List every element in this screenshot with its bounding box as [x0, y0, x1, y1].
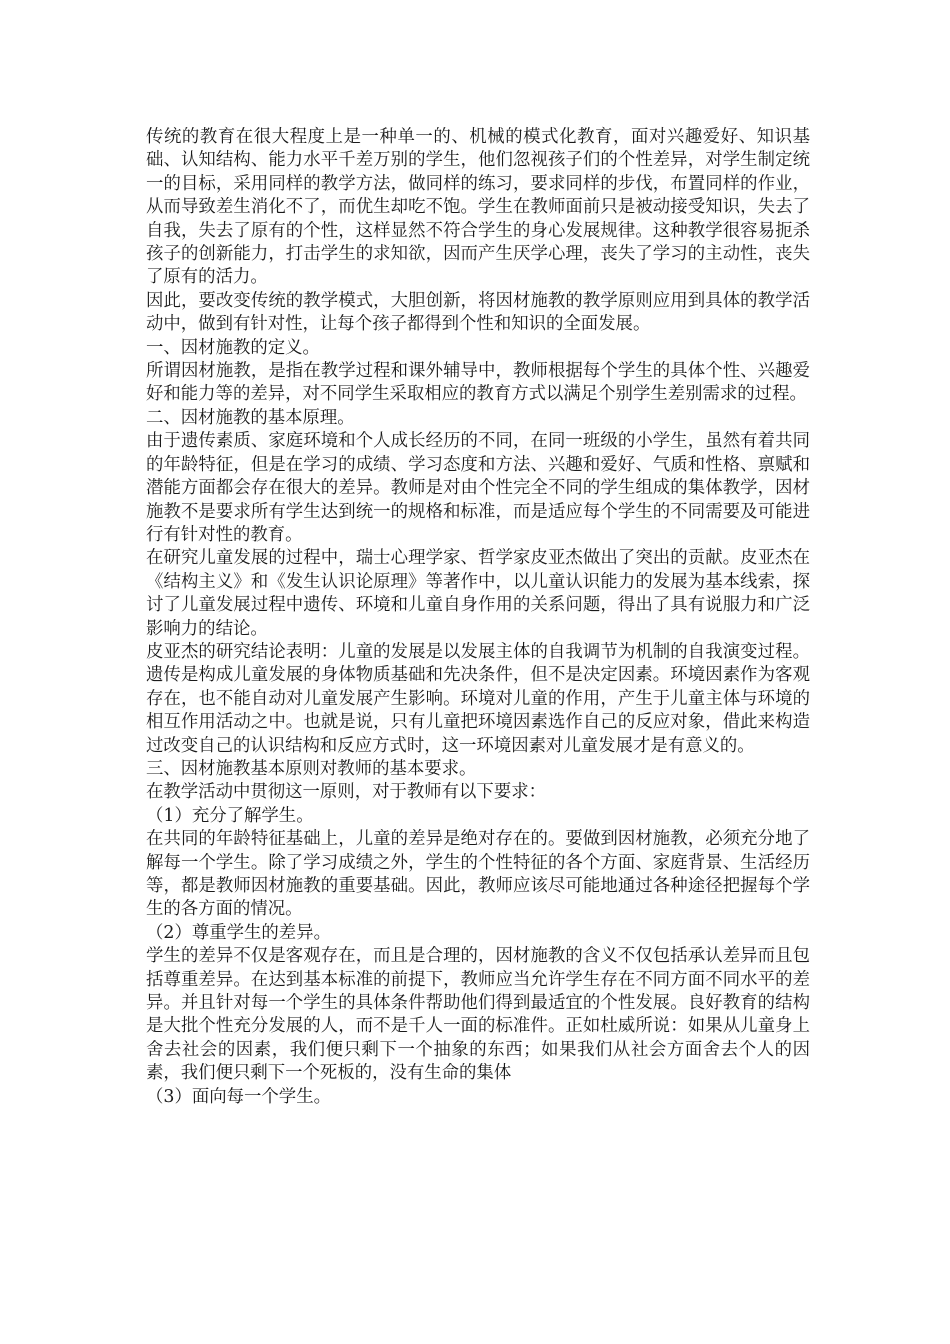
- paragraph-respect-differences: 学生的差异不仅是客观存在，而且是合理的，因材施教的含义不仅包括承认差异而且包括尊重差异。在达到基本标准的前提下，教师应当允许学生存在不同方面不同水平的差异。并且针对每一个学生的具体条件帮助他们得到最适宜的个性发展。良好教育的结构是大批个性充分发展的人，而不是千人一面的标准件。正如杜威所说：如果从儿童身上舍去社会的因素，我们便只剩下一个抽象的东西；如果我们从社会方面舍去个人的因素，我们便只剩下一个死板的，没有生命的集体: [146, 946, 810, 1084]
- heading-teacher-requirements: 三、因材施教基本原则对教师的基本要求。: [146, 758, 477, 779]
- subheading-understand-students: （1）充分了解学生。: [146, 805, 314, 826]
- paragraph-requirements-intro: 在教学活动中贯彻这一原则，对于教师有以下要求：: [146, 782, 546, 803]
- document-body: [146, 126, 810, 1109]
- paragraph-therefore: 因此，要改变传统的教学模式，大胆创新，将因材施教的教学原则应用到具体的教学活动中，做到有针对性，让每个孩子都得到个性和知识的全面发展。: [146, 290, 810, 335]
- paragraph-definition: 所谓因材施教，是指在教学过程和课外辅导中，教师根据每个学生的具体个性、兴趣爱好和能力等的差异，对不同学生采取相应的教育方式以满足个别学生差别需求的过程。: [146, 361, 810, 405]
- paragraph-piaget-conclusion: 皮亚杰的研究结论表明：儿童的发展是以发展主体的自我调节为机制的自我演变过程。遗传是构成儿童发展的身体物质基础和先决条件，但不是决定因素。环境因素作为客观存在，也不能自动对儿童发展产生影响。环境对儿童的作用，产生于儿童主体与环境的相互作用活动之中。也就是说，只有儿童把环境因素选作自己的反应对象，借此来构造过改变自己的认识结构和反应方式时，这一环境因素对儿童发展才是有意义的。: [146, 641, 810, 756]
- paragraph-heredity-environment: 由于遗传素质、家庭环境和个人成长经历的不同，在同一班级的小学生，虽然有着共同的年龄特征，但是在学习的成绩、学习态度和方法、兴趣和爱好、气质和性格、禀赋和潜能方面都会存在很大的差异。教师是对由个性完全不同的学生组成的集体教学，因材施教不是要求所有学生达到统一的规格和标准，而是适应每个学生的不同需要及可能进行有针对性的教育。: [146, 431, 810, 545]
- subheading-every-student: （3）面向每一个学生。: [146, 1086, 331, 1107]
- paragraph-understand-students: 在共同的年龄特征基础上，儿童的差异是绝对存在的。要做到因材施教，必须充分地了解每一个学生。除了学习成绩之外，学生的个性特征的各个方面、家庭背景、生活经历等，都是教师因材施教的重要基础。因此，教师应该尽可能地通过各种途径把握每个学生的各方面的情况。: [146, 829, 810, 920]
- paragraph-traditional-education: 传统的教育在很大程度上是一种单一的、机械的模式化教育，面对兴趣爱好、知识基础、认知结构、能力水平千差万别的学生，他们忽视孩子们的个性差异，对学生制定统一的目标，采用同样的教学方法，做同样的练习，要求同样的步伐，布置同样的作业，从而导致差生消化不了，而优生却吃不饱。学生在教师面前只是被动接受知识，失去了自我，失去了原有的个性，这样显然不符合学生的身心发展规律。这种教学很容易扼杀孩子的创新能力，打击学生的求知欲，因而产生厌学心理，丧失了学习的主动性，丧失了原有的活力。: [146, 127, 810, 288]
- heading-basic-principle: 二、因材施教的基本原理。: [146, 407, 355, 428]
- paragraph-piaget-contribution: 在研究儿童发展的过程中，瑞士心理学家、哲学家皮亚杰做出了突出的贡献。皮亚杰在《结构主义》和《发生认识论原理》等著作中，以儿童认识能力的发展为基本线索，探讨了儿童发展过程中遗传、环境和儿童自身作用的关系问题，得出了具有说服力和广泛影响力的结论。: [146, 548, 810, 639]
- heading-definition: 一、因材施教的定义。: [146, 337, 320, 358]
- subheading-respect-differences: （2）尊重学生的差异。: [146, 922, 331, 943]
